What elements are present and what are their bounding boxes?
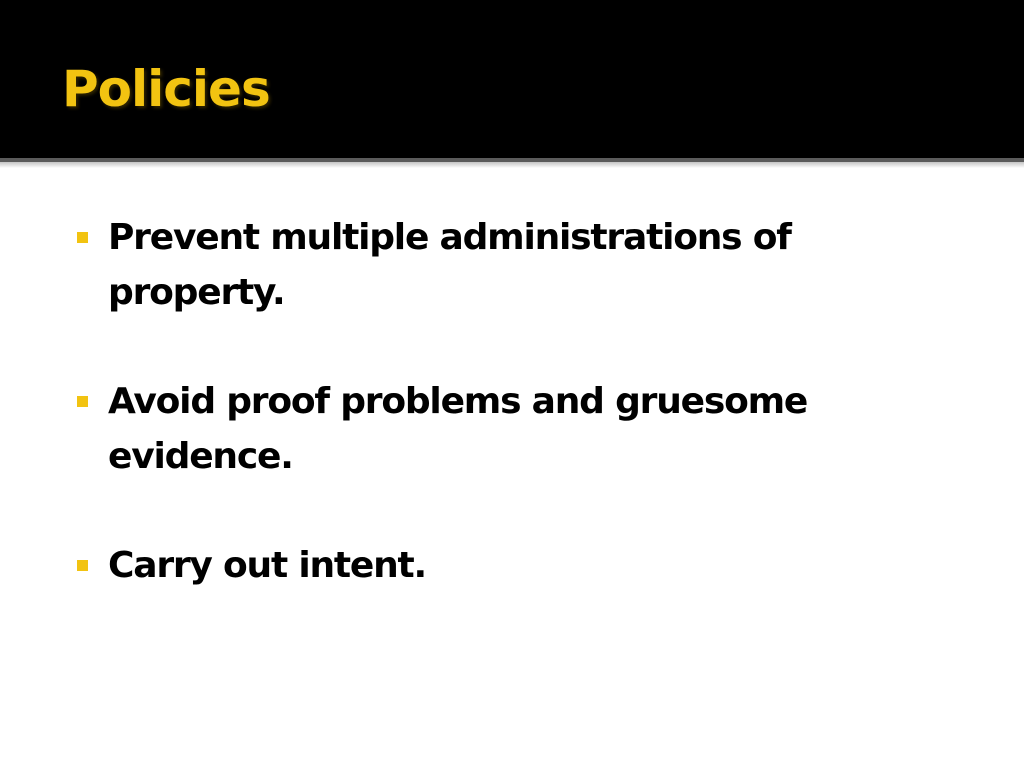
bullet-text: Carry out intent. [108, 545, 427, 586]
bullet-text: Prevent multiple administrations of property. [108, 217, 791, 313]
slide-title: Policies [62, 60, 270, 118]
bullet-text: Avoid proof problems and gruesome evidence. [108, 381, 808, 477]
title-bar [0, 0, 1024, 158]
square-bullet-icon [77, 232, 88, 243]
square-bullet-icon [77, 560, 88, 571]
square-bullet-icon [77, 396, 88, 407]
title-divider-shadow [0, 162, 1024, 168]
